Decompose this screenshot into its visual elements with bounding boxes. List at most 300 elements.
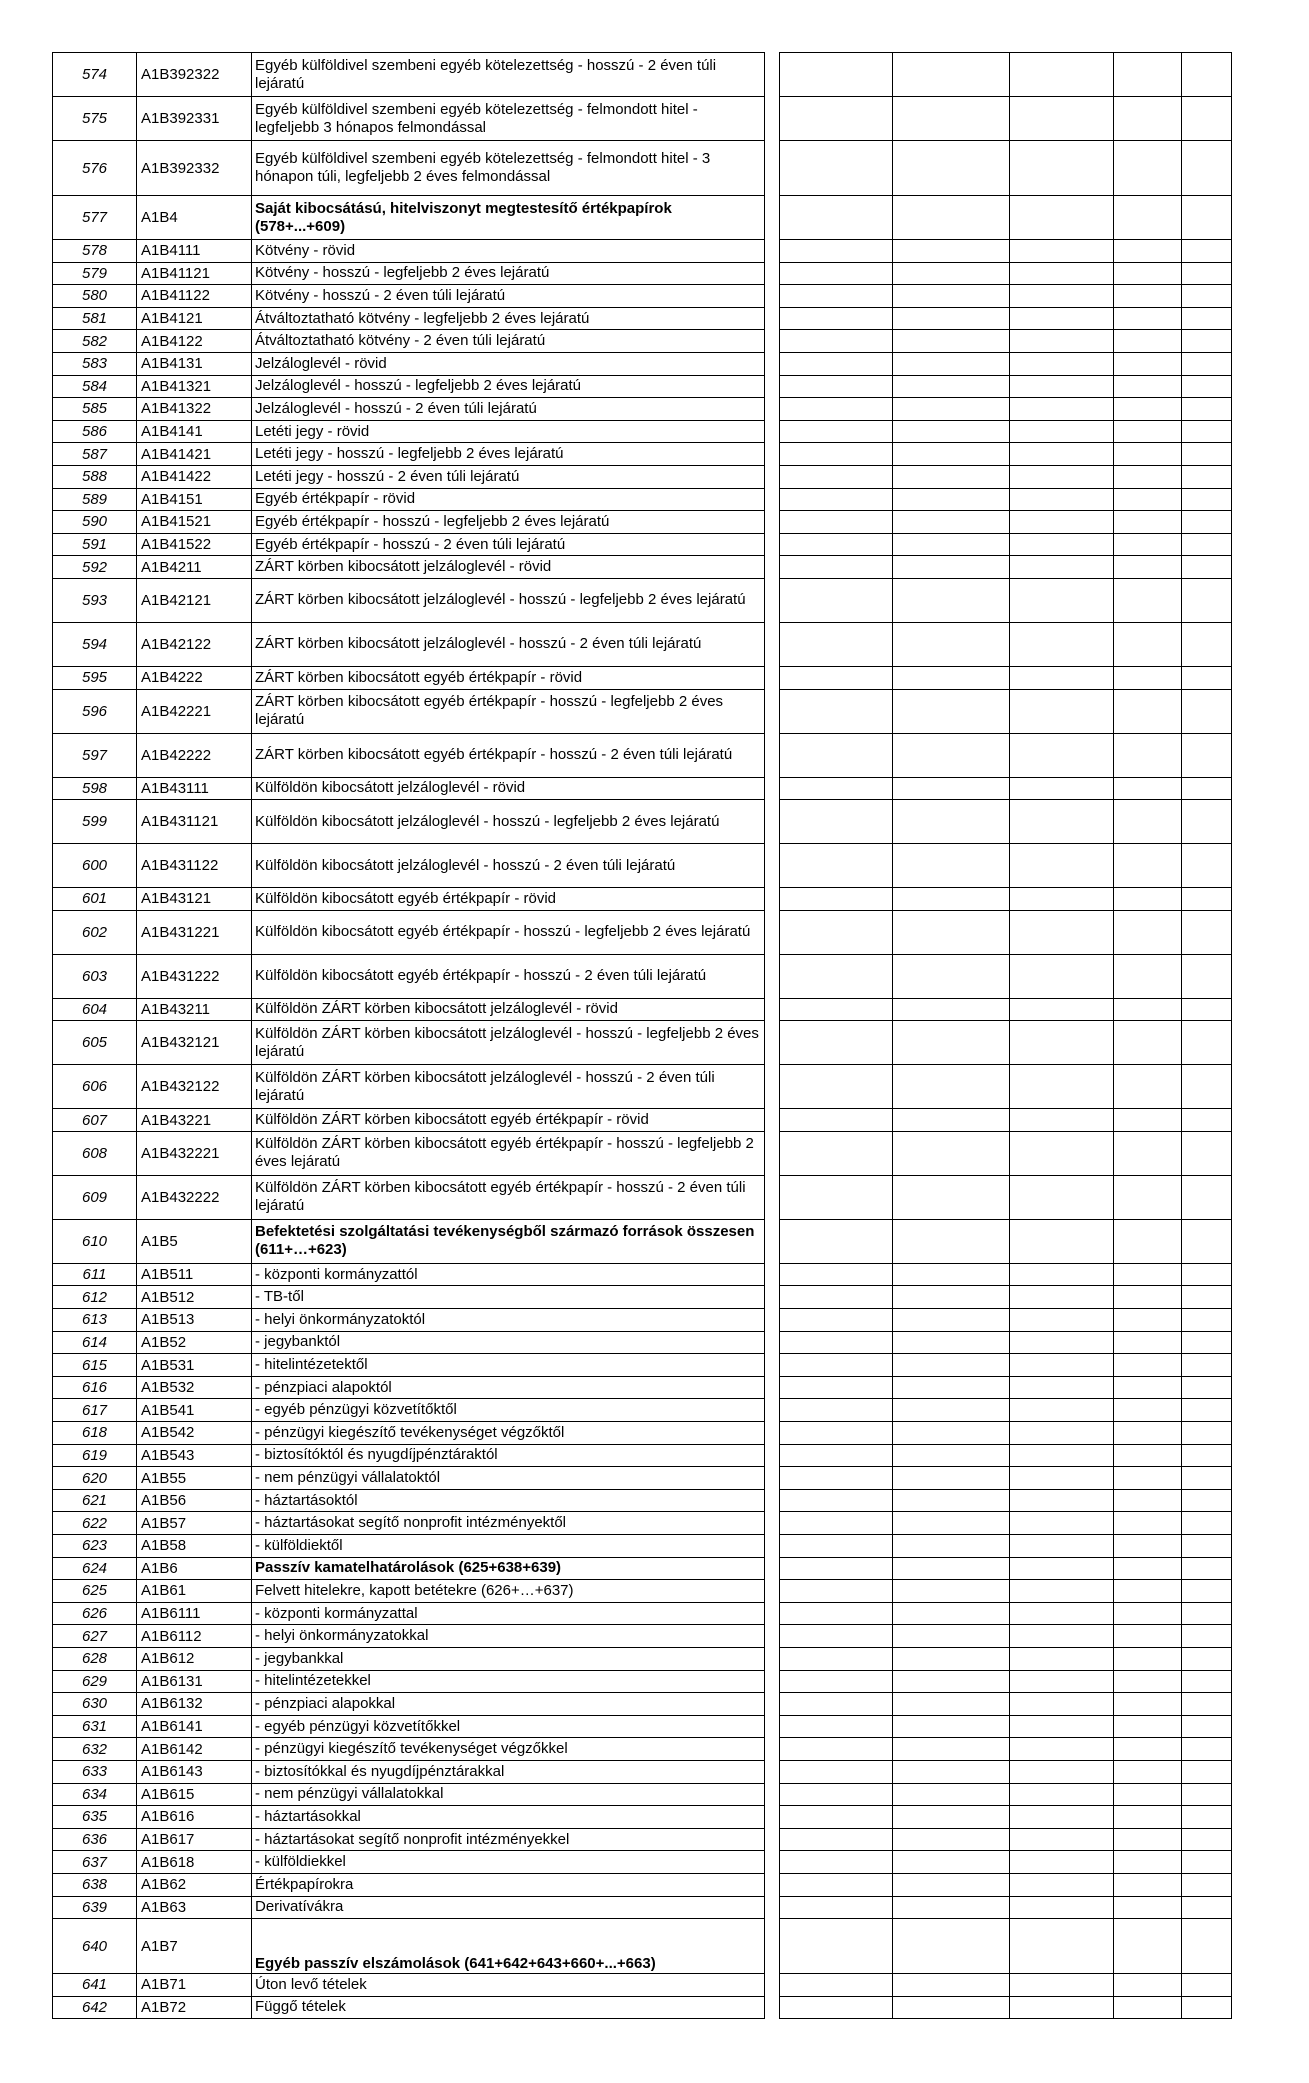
value-cell — [780, 1896, 893, 1919]
value-cell — [1182, 1175, 1232, 1219]
value-cell — [893, 1399, 1010, 1422]
row-number: 580 — [53, 285, 137, 308]
row-code: A1B42121 — [137, 578, 252, 622]
value-cell — [1010, 733, 1114, 777]
value-cell — [1010, 578, 1114, 622]
value-cell — [1114, 1309, 1182, 1332]
value-cell — [780, 511, 893, 534]
spacer-cell — [765, 465, 780, 488]
value-cell — [1114, 1896, 1182, 1919]
table-row — [53, 240, 1232, 263]
value-cell — [1182, 1512, 1232, 1535]
value-cell — [1114, 285, 1182, 308]
value-cell — [780, 578, 893, 622]
value-cell — [1010, 352, 1114, 375]
value-cell — [1182, 53, 1232, 97]
value-cell — [1182, 1489, 1232, 1512]
value-cell — [1182, 1286, 1232, 1309]
spacer-cell — [765, 1354, 780, 1377]
row-code: A1B392322 — [137, 53, 252, 97]
row-number: 615 — [53, 1354, 137, 1377]
value-cell — [780, 330, 893, 353]
row-code: A1B431121 — [137, 800, 252, 844]
value-cell — [1182, 1422, 1232, 1445]
row-number: 600 — [53, 844, 137, 888]
row-number: 579 — [53, 262, 137, 285]
row-description: Egyéb külföldivel szembeni egyéb kötelezettség - hosszú - 2 éven túli lejáratú — [252, 53, 765, 97]
value-cell — [1010, 375, 1114, 398]
value-cell — [1182, 398, 1232, 421]
row-code: A1B4122 — [137, 330, 252, 353]
value-cell — [1010, 800, 1114, 844]
row-code: A1B531 — [137, 1354, 252, 1377]
value-cell — [780, 1444, 893, 1467]
value-cell — [893, 533, 1010, 556]
value-cell — [780, 1715, 893, 1738]
row-code: A1B432222 — [137, 1175, 252, 1219]
table-row — [53, 1693, 1232, 1716]
row-description: Átváltoztatható kötvény - 2 éven túli lejáratú — [252, 330, 765, 353]
value-cell — [1010, 1851, 1114, 1874]
row-number: 614 — [53, 1331, 137, 1354]
value-cell — [1114, 1399, 1182, 1422]
row-code: A1B612 — [137, 1647, 252, 1670]
row-number: 634 — [53, 1783, 137, 1806]
value-cell — [1010, 1693, 1114, 1716]
table-row — [53, 1331, 1232, 1354]
row-number: 598 — [53, 777, 137, 800]
row-description: Kötvény - hosszú - 2 éven túli lejáratú — [252, 285, 765, 308]
value-cell — [1182, 443, 1232, 466]
table-row — [53, 1175, 1232, 1219]
value-cell — [1114, 352, 1182, 375]
row-description: Jelzáloglevél - hosszú - legfeljebb 2 éves lejáratú — [252, 375, 765, 398]
value-cell — [893, 733, 1010, 777]
value-cell — [780, 1354, 893, 1377]
value-cell — [1010, 1489, 1114, 1512]
spacer-cell — [765, 420, 780, 443]
value-cell — [1114, 1219, 1182, 1263]
value-cell — [780, 1647, 893, 1670]
spacer-cell — [765, 1806, 780, 1829]
table-row — [53, 910, 1232, 954]
value-cell — [893, 1422, 1010, 1445]
value-cell — [1010, 398, 1114, 421]
value-cell — [1010, 1828, 1114, 1851]
value-cell — [893, 666, 1010, 689]
value-cell — [780, 1670, 893, 1693]
spacer-cell — [765, 1535, 780, 1558]
row-number: 639 — [53, 1896, 137, 1919]
value-cell — [893, 1175, 1010, 1219]
row-code: A1B6132 — [137, 1693, 252, 1716]
value-cell — [893, 488, 1010, 511]
table-row — [53, 1715, 1232, 1738]
value-cell — [1010, 97, 1114, 141]
value-cell — [893, 1996, 1010, 2019]
row-code: A1B432122 — [137, 1065, 252, 1109]
value-cell — [1182, 1602, 1232, 1625]
value-cell — [1182, 533, 1232, 556]
spacer-cell — [765, 777, 780, 800]
spacer-cell — [765, 1580, 780, 1603]
value-cell — [1114, 1286, 1182, 1309]
value-cell — [893, 1647, 1010, 1670]
value-cell — [1182, 954, 1232, 998]
row-code: A1B617 — [137, 1828, 252, 1851]
value-cell — [780, 1625, 893, 1648]
value-cell — [1182, 196, 1232, 240]
value-cell — [893, 998, 1010, 1021]
row-code: A1B392332 — [137, 141, 252, 196]
value-cell — [1182, 1919, 1232, 1974]
spacer-cell — [765, 1851, 780, 1874]
table-row — [53, 1467, 1232, 1490]
table-row — [53, 578, 1232, 622]
value-cell — [1114, 97, 1182, 141]
table-row — [53, 1974, 1232, 1997]
spacer-cell — [765, 1828, 780, 1851]
table-row — [53, 689, 1232, 733]
row-code: A1B42122 — [137, 622, 252, 666]
row-description: ZÁRT körben kibocsátott jelzáloglevél - rövid — [252, 556, 765, 579]
value-cell — [1010, 1602, 1114, 1625]
spacer-cell — [765, 1467, 780, 1490]
table-row — [53, 262, 1232, 285]
value-cell — [1182, 1873, 1232, 1896]
table-row — [53, 1263, 1232, 1286]
row-code: A1B431122 — [137, 844, 252, 888]
row-number: 627 — [53, 1625, 137, 1648]
value-cell — [780, 1109, 893, 1132]
value-cell — [1010, 1263, 1114, 1286]
value-cell — [893, 443, 1010, 466]
value-cell — [1010, 1760, 1114, 1783]
value-cell — [1182, 888, 1232, 911]
value-cell — [1182, 1444, 1232, 1467]
table-row — [53, 777, 1232, 800]
row-description: - központi kormányzattól — [252, 1263, 765, 1286]
row-code: A1B41522 — [137, 533, 252, 556]
table-row — [53, 1760, 1232, 1783]
value-cell — [1182, 1535, 1232, 1558]
value-cell — [893, 777, 1010, 800]
row-number: 625 — [53, 1580, 137, 1603]
row-number: 599 — [53, 800, 137, 844]
table-row — [53, 1557, 1232, 1580]
spacer-cell — [765, 443, 780, 466]
value-cell — [780, 733, 893, 777]
value-cell — [1114, 1175, 1182, 1219]
row-number: 597 — [53, 733, 137, 777]
value-cell — [1114, 666, 1182, 689]
value-cell — [893, 465, 1010, 488]
row-number: 626 — [53, 1602, 137, 1625]
table-row — [53, 1580, 1232, 1603]
value-cell — [1114, 488, 1182, 511]
value-cell — [1010, 1512, 1114, 1535]
value-cell — [1010, 666, 1114, 689]
value-cell — [1182, 1021, 1232, 1065]
row-code: A1B57 — [137, 1512, 252, 1535]
value-cell — [1114, 1625, 1182, 1648]
value-cell — [1182, 777, 1232, 800]
value-cell — [1182, 1109, 1232, 1132]
value-cell — [1010, 307, 1114, 330]
row-description: - jegybanktól — [252, 1331, 765, 1354]
table-row — [53, 556, 1232, 579]
row-description: Külföldön kibocsátott jelzáloglevél - rövid — [252, 777, 765, 800]
value-cell — [1114, 800, 1182, 844]
table-row — [53, 465, 1232, 488]
row-description: ZÁRT körben kibocsátott egyéb értékpapír - hosszú - 2 éven túli lejáratú — [252, 733, 765, 777]
row-number: 586 — [53, 420, 137, 443]
spacer-cell — [765, 622, 780, 666]
value-cell — [780, 420, 893, 443]
row-description: Kötvény - hosszú - legfeljebb 2 éves lejáratú — [252, 262, 765, 285]
value-cell — [1010, 1625, 1114, 1648]
spacer-cell — [765, 1873, 780, 1896]
row-code: A1B61 — [137, 1580, 252, 1603]
value-cell — [1010, 1535, 1114, 1558]
value-cell — [1114, 1065, 1182, 1109]
table-row — [53, 1376, 1232, 1399]
row-code: A1B4211 — [137, 556, 252, 579]
value-cell — [893, 1512, 1010, 1535]
table-row — [53, 1444, 1232, 1467]
row-description: Jelzáloglevél - rövid — [252, 352, 765, 375]
row-description: Felvett hitelekre, kapott betétekre (626+…+637) — [252, 1580, 765, 1603]
value-cell — [893, 1219, 1010, 1263]
value-cell — [1114, 240, 1182, 263]
value-cell — [1182, 1376, 1232, 1399]
value-cell — [1182, 1670, 1232, 1693]
value-cell — [1010, 998, 1114, 1021]
spacer-cell — [765, 398, 780, 421]
value-cell — [893, 1873, 1010, 1896]
value-cell — [1182, 1399, 1232, 1422]
row-number: 581 — [53, 307, 137, 330]
value-cell — [1010, 1557, 1114, 1580]
value-cell — [893, 1919, 1010, 1974]
row-code: A1B4111 — [137, 240, 252, 263]
table-row — [53, 1399, 1232, 1422]
value-cell — [893, 398, 1010, 421]
value-cell — [1114, 1131, 1182, 1175]
value-cell — [780, 1219, 893, 1263]
spacer-cell — [765, 578, 780, 622]
value-cell — [1010, 1738, 1114, 1761]
value-cell — [1114, 998, 1182, 1021]
value-cell — [780, 1331, 893, 1354]
row-number: 576 — [53, 141, 137, 196]
value-cell — [1114, 196, 1182, 240]
value-cell — [893, 240, 1010, 263]
row-code: A1B542 — [137, 1422, 252, 1445]
table-row — [53, 1647, 1232, 1670]
value-cell — [780, 141, 893, 196]
value-cell — [780, 1131, 893, 1175]
row-code: A1B42222 — [137, 733, 252, 777]
value-cell — [1182, 844, 1232, 888]
value-cell — [780, 666, 893, 689]
value-cell — [1010, 285, 1114, 308]
value-cell — [1182, 1131, 1232, 1175]
value-cell — [893, 888, 1010, 911]
value-cell — [1114, 733, 1182, 777]
row-description: - külföldiektől — [252, 1535, 765, 1558]
row-number: 633 — [53, 1760, 137, 1783]
value-cell — [1182, 285, 1232, 308]
row-description: - pénzügyi kiegészítő tevékenységet végzőkkel — [252, 1738, 765, 1761]
value-cell — [893, 1602, 1010, 1625]
row-description: - külföldiekkel — [252, 1851, 765, 1874]
value-cell — [893, 1738, 1010, 1761]
value-cell — [1010, 1783, 1114, 1806]
row-description: - egyéb pénzügyi közvetítőkkel — [252, 1715, 765, 1738]
row-number: 628 — [53, 1647, 137, 1670]
value-cell — [780, 998, 893, 1021]
row-number: 604 — [53, 998, 137, 1021]
table-row — [53, 97, 1232, 141]
value-cell — [893, 1670, 1010, 1693]
table-row — [53, 511, 1232, 534]
row-number: 638 — [53, 1873, 137, 1896]
spacer-cell — [765, 800, 780, 844]
value-cell — [893, 1286, 1010, 1309]
row-number: 623 — [53, 1535, 137, 1558]
value-cell — [780, 689, 893, 733]
value-cell — [1182, 1974, 1232, 1997]
row-number: 608 — [53, 1131, 137, 1175]
spacer-cell — [765, 1557, 780, 1580]
value-cell — [780, 800, 893, 844]
value-cell — [1182, 1219, 1232, 1263]
value-cell — [780, 240, 893, 263]
row-code: A1B6131 — [137, 1670, 252, 1693]
spacer-cell — [765, 733, 780, 777]
value-cell — [780, 1376, 893, 1399]
row-description: Egyéb értékpapír - rövid — [252, 488, 765, 511]
spacer-cell — [765, 1647, 780, 1670]
spacer-cell — [765, 1670, 780, 1693]
row-description: - biztosítókkal és nyugdíjpénztárakkal — [252, 1760, 765, 1783]
row-code: A1B6142 — [137, 1738, 252, 1761]
table-row — [53, 1670, 1232, 1693]
value-cell — [1114, 1535, 1182, 1558]
value-cell — [1182, 1065, 1232, 1109]
table-row — [53, 196, 1232, 240]
value-cell — [1114, 1873, 1182, 1896]
value-cell — [1182, 556, 1232, 579]
row-code: A1B6 — [137, 1557, 252, 1580]
value-cell — [893, 285, 1010, 308]
table-row — [53, 1109, 1232, 1132]
value-cell — [1114, 1109, 1182, 1132]
row-number: 641 — [53, 1974, 137, 1997]
value-cell — [1010, 465, 1114, 488]
row-number: 591 — [53, 533, 137, 556]
table-row — [53, 1489, 1232, 1512]
spacer-cell — [765, 1263, 780, 1286]
table-row — [53, 1738, 1232, 1761]
row-description: Egyéb külföldivel szembeni egyéb kötelezettség - felmondott hitel - legfeljebb 3 hónapos felmondással — [252, 97, 765, 141]
value-cell — [1010, 1131, 1114, 1175]
row-description: Derivatívákra — [252, 1896, 765, 1919]
value-cell — [1114, 556, 1182, 579]
value-cell — [893, 1376, 1010, 1399]
table-row — [53, 1512, 1232, 1535]
value-cell — [1010, 1286, 1114, 1309]
table-row — [53, 1919, 1232, 1974]
value-cell — [893, 1354, 1010, 1377]
value-cell — [780, 465, 893, 488]
value-cell — [780, 1535, 893, 1558]
value-cell — [1114, 1580, 1182, 1603]
row-number: 577 — [53, 196, 137, 240]
value-cell — [893, 420, 1010, 443]
row-number: 612 — [53, 1286, 137, 1309]
row-code: A1B511 — [137, 1263, 252, 1286]
row-code: A1B41521 — [137, 511, 252, 534]
table-row — [53, 330, 1232, 353]
spacer-cell — [765, 330, 780, 353]
spacer-cell — [765, 556, 780, 579]
value-cell — [893, 1693, 1010, 1716]
value-cell — [893, 511, 1010, 534]
value-cell — [780, 375, 893, 398]
row-description: Átváltoztatható kötvény - legfeljebb 2 éves lejáratú — [252, 307, 765, 330]
value-cell — [780, 888, 893, 911]
row-code: A1B72 — [137, 1996, 252, 2019]
value-cell — [1182, 465, 1232, 488]
value-cell — [780, 954, 893, 998]
spacer-cell — [765, 511, 780, 534]
value-cell — [780, 196, 893, 240]
spacer-cell — [765, 888, 780, 911]
row-code: A1B52 — [137, 1331, 252, 1354]
row-number: 636 — [53, 1828, 137, 1851]
value-cell — [1114, 1467, 1182, 1490]
value-cell — [1010, 1996, 1114, 2019]
value-cell — [1010, 511, 1114, 534]
value-cell — [780, 1602, 893, 1625]
value-cell — [780, 1783, 893, 1806]
row-code: A1B6111 — [137, 1602, 252, 1625]
value-cell — [893, 844, 1010, 888]
value-cell — [1182, 1309, 1232, 1332]
value-cell — [1114, 622, 1182, 666]
row-code: A1B58 — [137, 1535, 252, 1558]
value-cell — [1114, 888, 1182, 911]
table-row — [53, 1354, 1232, 1377]
spacer-cell — [765, 533, 780, 556]
value-cell — [893, 1896, 1010, 1919]
row-number: 587 — [53, 443, 137, 466]
row-description: ZÁRT körben kibocsátott egyéb értékpapír - rövid — [252, 666, 765, 689]
value-cell — [780, 352, 893, 375]
row-number: 620 — [53, 1467, 137, 1490]
value-cell — [1182, 1693, 1232, 1716]
row-number: 609 — [53, 1175, 137, 1219]
table-row — [53, 1828, 1232, 1851]
row-number: 635 — [53, 1806, 137, 1829]
value-cell — [893, 1467, 1010, 1490]
value-cell — [1010, 1444, 1114, 1467]
spacer-cell — [765, 1131, 780, 1175]
value-cell — [1114, 1557, 1182, 1580]
value-cell — [893, 689, 1010, 733]
